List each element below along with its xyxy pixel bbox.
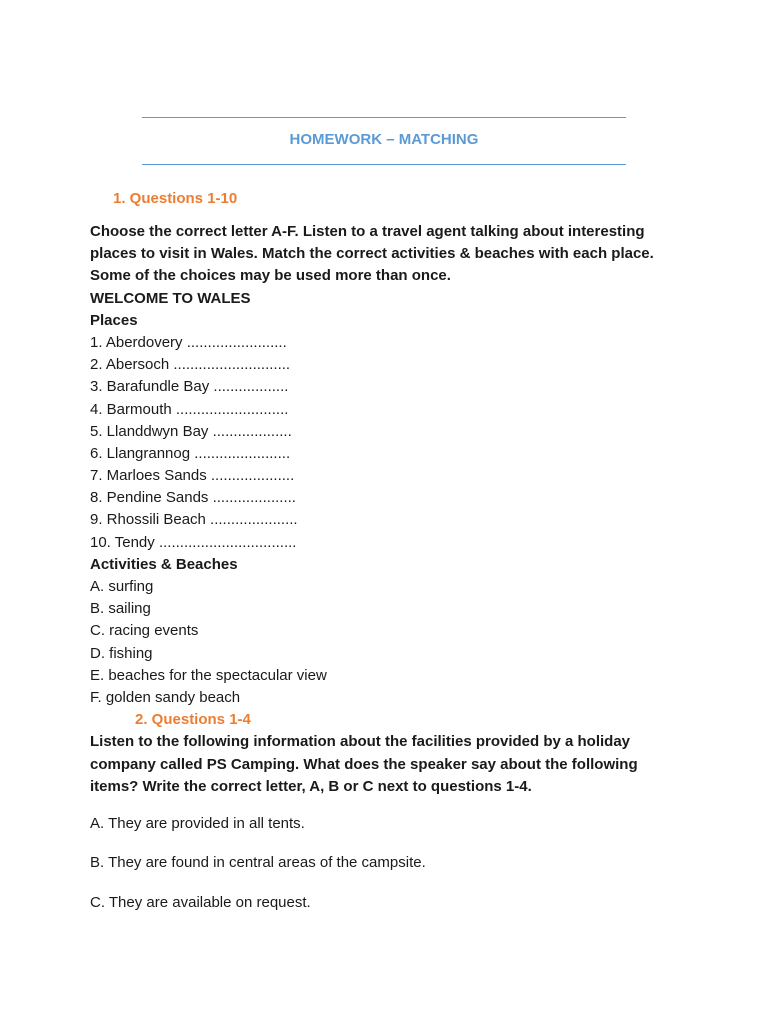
instruction-line: items? Write the correct letter, A, B or C next to questions 1-4.	[90, 777, 532, 795]
place-item: 10. Tendy .................................	[90, 533, 297, 551]
place-item: 2. Abersoch ............................	[90, 356, 291, 374]
place-item: 9. Rhossili Beach .....................	[90, 511, 298, 529]
activity-item: A. surfing	[90, 578, 154, 595]
instruction-line: Some of the choices may be used more than once.	[90, 267, 451, 285]
option-a: A. They are provided in all tents.	[90, 815, 305, 832]
option-c: C. They are available on request.	[90, 894, 311, 911]
top-divider	[142, 117, 626, 118]
section-2-heading: 2. Questions 1-4	[135, 711, 251, 729]
activities-label: Activities & Beaches	[90, 555, 238, 573]
place-item: 6. Llangrannog .......................	[90, 444, 291, 462]
activity-item: F. golden sandy beach	[90, 688, 241, 706]
place-item: 7. Marloes Sands ....................	[90, 467, 295, 485]
activity-item: E. beaches for the spectacular view	[90, 666, 327, 684]
activity-item: C. racing events	[90, 622, 199, 640]
instruction-line: Listen to the following information about the facilities provided by a holiday	[90, 733, 631, 751]
page-title: HOMEWORK – MATCHING	[289, 131, 479, 148]
document-body	[90, 221, 690, 798]
section-subtitle: WELCOME TO WALES	[90, 289, 251, 307]
activity-item: B. sailing	[90, 600, 151, 618]
activity-item: D. fishing	[90, 644, 153, 662]
option-b: B. They are found in central areas of the campsite.	[90, 854, 426, 871]
place-item: 8. Pendine Sands ....................	[90, 489, 296, 507]
instruction-line: Choose the correct letter A-F. Listen to a travel agent talking about interesting	[90, 223, 645, 240]
bottom-divider	[142, 164, 626, 165]
place-item: 1. Aberdovery ........................	[90, 333, 287, 351]
section-1-heading: 1. Questions 1-10	[113, 190, 238, 207]
places-label: Places	[90, 311, 138, 329]
instruction-line: company called PS Camping. What does the speaker say about the following	[90, 755, 638, 773]
place-item: 3. Barafundle Bay ..................	[90, 378, 289, 396]
place-item: 4. Barmouth ...........................	[90, 400, 289, 418]
instruction-line: places to visit in Wales. Match the correct activities & beaches with each place.	[90, 245, 654, 263]
place-item: 5. Llanddwyn Bay ...................	[90, 422, 292, 440]
